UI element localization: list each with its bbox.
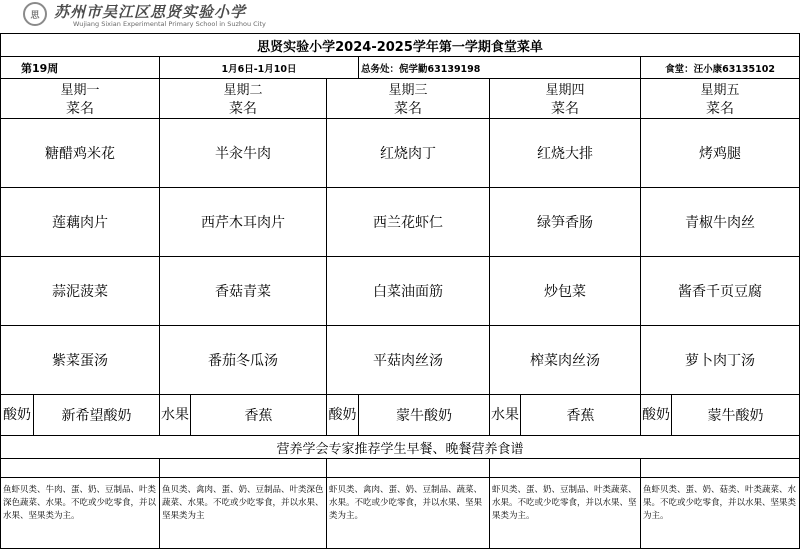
dish-item: 绿笋香肠 [490,188,641,257]
dish-header: 菜名 [1,98,160,119]
menu-table [0,33,800,549]
day-monday: 星期一 [1,79,160,99]
extra-value: 香蕉 [521,395,641,436]
nutrition-item: 虾贝类、禽肉、蛋、奶、豆制品、蔬菜、水果。不吃或少吃零食，并以水果、坚果类为主。 [327,478,490,549]
day-friday: 星期五 [641,79,800,99]
dish-item: 糖醋鸡米花 [1,119,160,188]
menu-title: 思贤实验小学2024-2025学年第一学期食堂菜单 [1,34,800,57]
nutrition-item: 鱼虾贝类、蛋、奶、菇类、叶类蔬菜、水果。不吃或少吃零食，并以水果、坚果类为主。 [641,478,800,549]
extra-value: 蒙牛酸奶 [672,395,800,436]
dish-item: 酱香千页豆腐 [641,257,800,326]
nutrition-title: 营养学会专家推荐学生早餐、晚餐营养食谱 [1,436,800,459]
dish-item: 平菇肉丝汤 [327,326,490,395]
office-contact: 总务处：倪学勤63139198 [359,57,641,79]
dish-item: 萝卜肉丁汤 [641,326,800,395]
dish-item: 红烧大排 [490,119,641,188]
dish-item: 番茄冬瓜汤 [160,326,327,395]
dish-item: 榨菜肉丝汤 [490,326,641,395]
dish-item: 西芹木耳肉片 [160,188,327,257]
extra-value: 新希望酸奶 [34,395,160,436]
school-name-en: Wujiang Sixian Experimental Primary School in Suzhou City [73,20,266,28]
dish-item: 香菇青菜 [160,257,327,326]
extra-label: 酸奶 [1,395,34,436]
dish-item: 半汆牛肉 [160,119,327,188]
nutrition-item: 鱼贝类、禽肉、蛋、奶、豆制品、叶类深色蔬菜、水果。不吃或少吃零食，并以水果、坚果类为主 [160,478,327,549]
nutrition-item: 鱼虾贝类、牛肉、蛋、奶、豆制品、叶类深色蔬菜、水果。不吃或少吃零食，并以水果、坚果类为主。 [1,478,160,549]
dish-item: 蒜泥菠菜 [1,257,160,326]
dish-header: 菜名 [490,98,641,119]
day-wednesday: 星期三 [327,79,490,99]
dish-item: 西兰花虾仁 [327,188,490,257]
dish-header: 菜名 [327,98,490,119]
extra-value: 香蕉 [191,395,327,436]
canteen-contact: 食堂：汪小康63135102 [641,57,800,79]
dish-item: 莲藕肉片 [1,188,160,257]
extra-label: 酸奶 [641,395,672,436]
dish-header: 菜名 [641,98,800,119]
extra-label: 酸奶 [327,395,359,436]
dish-item: 青椒牛肉丝 [641,188,800,257]
nutrition-item: 虾贝类、蛋、奶、豆制品、叶类蔬菜、水果。不吃或少吃零食，并以水果、坚果类为主。 [490,478,641,549]
dish-header: 菜名 [160,98,327,119]
dish-item: 炒包菜 [490,257,641,326]
day-thursday: 星期四 [490,79,641,99]
day-tuesday: 星期二 [160,79,327,99]
dish-item: 白菜油面筋 [327,257,490,326]
dish-item: 烤鸡腿 [641,119,800,188]
extra-label: 水果 [160,395,191,436]
school-logo-bar [0,0,800,33]
extra-label: 水果 [490,395,521,436]
school-seal-icon: 思 [23,2,47,26]
extra-value: 蒙牛酸奶 [359,395,490,436]
school-name-cn: 苏州市吴江区思贤实验小学 [54,3,247,21]
dish-item: 红烧肉丁 [327,119,490,188]
dish-item: 紫菜蛋汤 [1,326,160,395]
date-range: 1月6日-1月10日 [160,57,359,79]
week-number: 第19周 [1,57,160,79]
